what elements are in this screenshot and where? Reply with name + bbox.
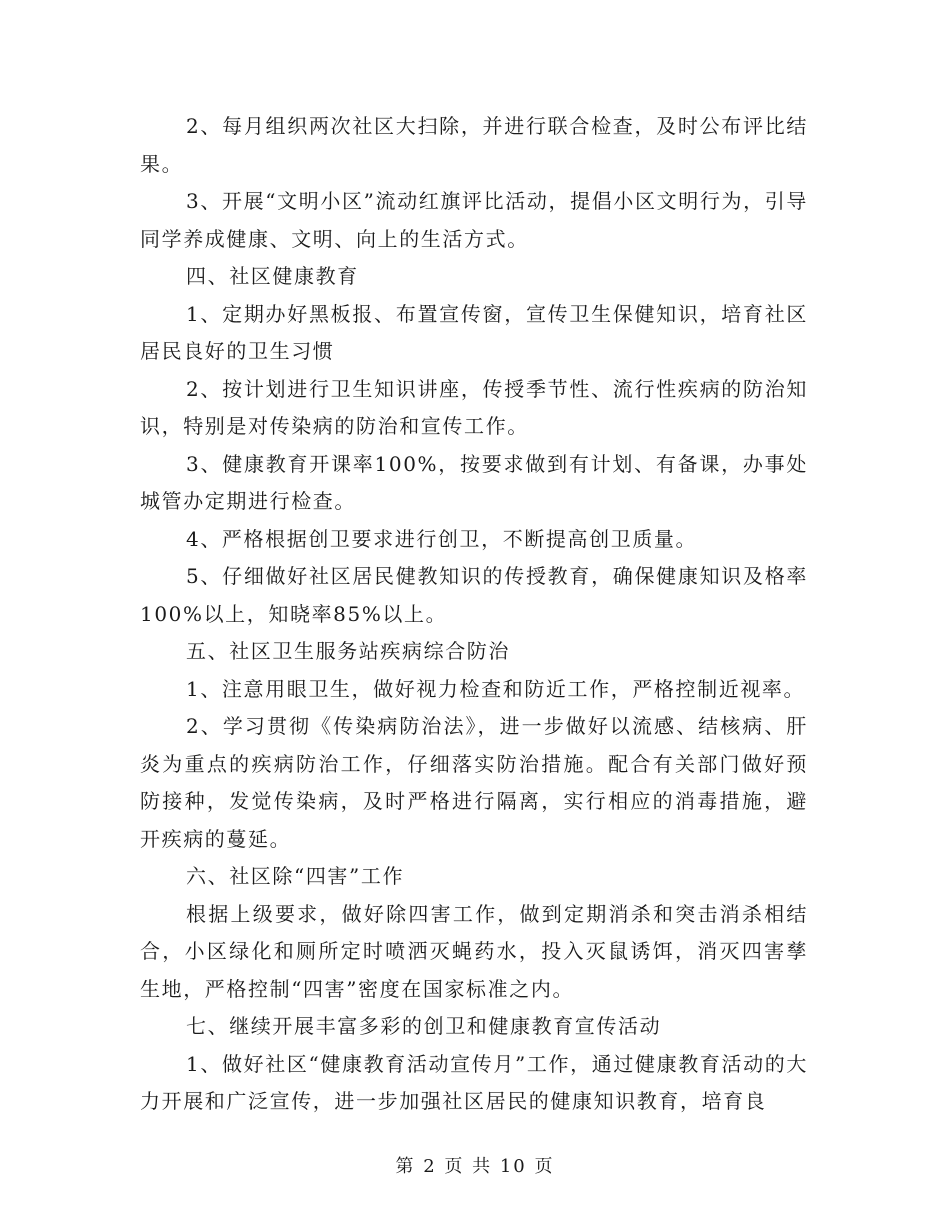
document-body bbox=[140, 108, 808, 1121]
paragraph-item-2-cleanup: 2、每月组织两次社区大扫除，并进行联合检查，及时公布评比结果。 bbox=[140, 114, 808, 176]
paragraph-pest-control: 根据上级要求，做好除四害工作，做到定期消杀和突击消杀相结合，小区绿化和厕所定时喷洒灭蝇药水，投入灭鼠诱饵，消灭四害孳生地，严格控制“四害”密度在国家标准之内。 bbox=[140, 901, 808, 1001]
paragraph-item-3-course-rate: 3、健康教育开课率100%，按要求做到有计划、有备课，办事处城管办定期进行检查。 bbox=[140, 451, 808, 513]
paragraph-item-1-publicity-month: 1、做好社区“健康教育活动宣传月”工作，通过健康教育活动的大力开展和广泛宣传，进一步加强社区居民的健康知识教育，培育良 bbox=[140, 1051, 808, 1113]
page-number-footer: 第 2 页 共 10 页 bbox=[395, 1156, 555, 1177]
section-heading-4: 四、社区健康教育 bbox=[186, 264, 359, 288]
paragraph-item-2-lectures: 2、按计划进行卫生知识讲座，传授季节性、流行性疾病的防治知识，特别是对传染病的防治和宣传工作。 bbox=[140, 376, 808, 438]
paragraph-item-4-quality: 4、严格根据创卫要求进行创卫，不断提高创卫质量。 bbox=[186, 526, 698, 551]
section-heading-6: 六、社区除“四害”工作 bbox=[186, 864, 405, 888]
section-heading-5: 五、社区卫生服务站疾病综合防治 bbox=[186, 639, 510, 663]
section-heading-7: 七、继续开展丰富多彩的创卫和健康教育宣传活动 bbox=[186, 1014, 662, 1038]
paragraph-item-1-blackboard: 1、定期办好黑板报、布置宣传窗，宣传卫生保健知识，培育社区居民良好的卫生习惯 bbox=[140, 301, 808, 363]
paragraph-item-2-disease-law: 2、学习贯彻《传染病防治法》，进一步做好以流感、结核病、肝炎为重点的疾病防治工作，仔细落实防治措施。配合有关部门做好预防接种，发觉传染病，及时严格进行隔离，实行相应的消毒措施，避开疾病的蔓延。 bbox=[140, 714, 808, 851]
paragraph-item-3-red-flag: 3、开展“文明小区”流动红旗评比活动，提倡小区文明行为，引导同学养成健康、文明、向上的生活方式。 bbox=[140, 189, 808, 251]
paragraph-item-1-eye-health: 1、注意用眼卫生，做好视力检查和防近工作，严格控制近视率。 bbox=[186, 676, 806, 701]
paragraph-item-5-pass-rate: 5、仔细做好社区居民健教知识的传授教育，确保健康知识及格率100%以上，知晓率85%以上。 bbox=[140, 564, 808, 626]
